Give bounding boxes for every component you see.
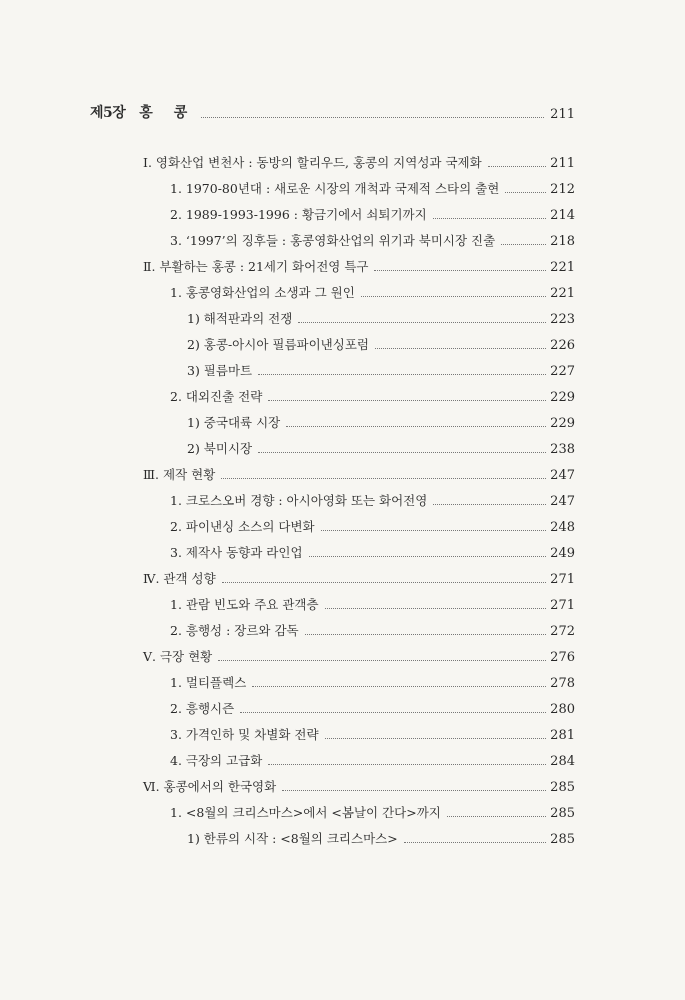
toc-entry[interactable] [170, 671, 575, 691]
dot-leader [501, 244, 546, 245]
toc-entry-page: 281 [550, 728, 575, 743]
dot-leader [488, 166, 546, 167]
toc-entry[interactable] [170, 177, 575, 197]
toc-entry-page: 238 [550, 442, 575, 457]
toc-entry[interactable] [187, 437, 575, 457]
toc-entry[interactable] [170, 385, 575, 405]
toc-entry-page: 284 [550, 754, 575, 769]
toc-entry-page: 212 [550, 182, 575, 197]
toc-entry-label: 3. 가격인하 및 차별화 전략 [170, 727, 319, 742]
toc-entry-page: 285 [550, 832, 575, 847]
dot-leader [325, 608, 547, 609]
dot-leader [286, 426, 546, 427]
dot-leader [282, 790, 546, 791]
dot-leader [298, 322, 546, 323]
toc-entry-label: 2) 홍콩-아시아 필름파이낸싱포럼 [187, 337, 369, 352]
dot-leader [433, 504, 546, 505]
toc-entry-page: 285 [550, 780, 575, 795]
toc-entry-label: 3. ‘1997’의 징후들 : 홍콩영화산업의 위기과 북미시장 진출 [170, 233, 496, 248]
toc-entry[interactable] [170, 229, 575, 249]
dot-leader [268, 764, 546, 765]
toc-entry[interactable] [143, 775, 575, 795]
chapter-page-number: 211 [550, 107, 575, 122]
toc-entry-page: 271 [550, 598, 575, 613]
toc-entry-label: 2. 흥행시즌 [170, 701, 235, 716]
dot-leader [258, 374, 546, 375]
toc-entry[interactable] [187, 359, 575, 379]
toc-entry-page: 272 [550, 624, 575, 639]
toc-entry[interactable] [170, 619, 575, 639]
toc-entry-page: 285 [550, 806, 575, 821]
dot-leader [361, 296, 546, 297]
toc-entry-label: 3) 필름마트 [187, 363, 253, 378]
dot-leader [201, 117, 544, 118]
dot-leader [325, 738, 547, 739]
toc-entry-label: 2) 북미시장 [187, 441, 253, 456]
toc-entry-page: 229 [550, 416, 575, 431]
toc-entry[interactable] [143, 255, 575, 275]
toc-entry-label: Ⅴ. 극장 현황 [143, 649, 213, 664]
toc-entry[interactable] [143, 151, 575, 171]
dot-leader [218, 660, 546, 661]
toc-entry[interactable] [170, 801, 575, 821]
toc-entry-page: 227 [550, 364, 575, 379]
toc-entry[interactable] [170, 489, 575, 509]
toc-entry[interactable] [187, 827, 575, 847]
toc-entry[interactable] [143, 645, 575, 665]
dot-leader [258, 452, 546, 453]
toc-entry-page: 249 [550, 546, 575, 561]
toc-entry-page: 280 [550, 702, 575, 717]
dot-leader [221, 478, 546, 479]
dot-leader [404, 842, 546, 843]
dot-leader [252, 686, 546, 687]
toc-entry-label: 3. 제작사 동향과 라인업 [170, 545, 303, 560]
toc-entry-label: 1) 한류의 시작 : <8월의 크리스마스> [187, 831, 398, 846]
dot-leader [222, 582, 546, 583]
chapter-number: 제5장 [90, 105, 126, 121]
toc-entry-page: 247 [550, 468, 575, 483]
dot-leader [240, 712, 546, 713]
toc-entry[interactable] [170, 697, 575, 717]
toc-entry-label: Ⅱ. 부활하는 홍콩 : 21세기 화어전영 특구 [143, 259, 369, 274]
dot-leader [374, 270, 546, 271]
dot-leader [305, 634, 547, 635]
toc-entry-label: Ⅵ. 홍콩에서의 한국영화 [143, 779, 277, 794]
toc-entry-page: 223 [550, 312, 575, 327]
toc-entry[interactable] [170, 515, 575, 535]
dot-leader [433, 218, 547, 219]
toc-entry-page: 221 [550, 286, 575, 301]
toc-entry-page: 248 [550, 520, 575, 535]
toc-entry[interactable] [170, 203, 575, 223]
toc-entry-page: 229 [550, 390, 575, 405]
toc-entry-label: 2. 파이낸싱 소스의 다변화 [170, 519, 315, 534]
toc-entry[interactable] [170, 281, 575, 301]
toc-entry-label: 1. 홍콩영화산업의 소생과 그 원인 [170, 285, 355, 300]
toc-entry[interactable] [143, 567, 575, 587]
dot-leader [309, 556, 547, 557]
toc-entry-label: 2. 흥행성 : 장르와 감독 [170, 623, 299, 638]
chapter-heading [90, 100, 575, 122]
toc-entry-label: 1. 관람 빈도와 주요 관객층 [170, 597, 319, 612]
dot-leader [321, 530, 547, 531]
toc-entry[interactable] [143, 463, 575, 483]
toc-entry-label: 1. <8월의 크리스마스>에서 <봄날이 간다>까지 [170, 805, 441, 820]
toc-entry[interactable] [170, 723, 575, 743]
toc-entry[interactable] [170, 593, 575, 613]
toc-entry[interactable] [170, 749, 575, 769]
toc-entry-page: 278 [550, 676, 575, 691]
toc-entry-page: 218 [550, 234, 575, 249]
dot-leader [268, 400, 546, 401]
toc-entry-label: 1) 중국대륙 시장 [187, 415, 281, 430]
toc-entry-label: 1. 1970-80년대 : 새로운 시장의 개척과 국제적 스타의 출현 [170, 181, 500, 196]
toc-entry-page: 226 [550, 338, 575, 353]
toc-entry-label: 2. 대외진출 전략 [170, 389, 263, 404]
toc-entry-page: 276 [550, 650, 575, 665]
toc-entry-page: 221 [550, 260, 575, 275]
toc-entry-label: 2. 1989-1993-1996 : 황금기에서 쇠퇴기까지 [170, 207, 427, 222]
toc-entry[interactable] [187, 411, 575, 431]
toc-entry-page: 271 [550, 572, 575, 587]
toc-entry[interactable] [187, 333, 575, 353]
dot-leader [375, 348, 546, 349]
toc-entry-page: 211 [550, 156, 575, 171]
toc-entry-label: Ⅲ. 제작 현황 [143, 467, 216, 482]
toc-entry-label: 4. 극장의 고급화 [170, 753, 263, 768]
chapter-title: 홍 콩 [139, 105, 196, 121]
toc-entry-label: 1) 해적판과의 전쟁 [187, 311, 293, 326]
toc-entry-label: Ⅰ. 영화산업 변천사 : 동방의 할리우드, 홍콩의 지역성과 국제화 [143, 155, 482, 170]
toc-entry-page: 247 [550, 494, 575, 509]
dot-leader [447, 816, 546, 817]
toc-entry[interactable] [170, 541, 575, 561]
toc-entry-label: 1. 멀티플렉스 [170, 675, 247, 690]
toc-entry-label: 1. 크로스오버 경향 : 아시아영화 또는 화어전영 [170, 493, 428, 508]
toc-entry-label: Ⅳ. 관객 성향 [143, 571, 216, 586]
dot-leader [505, 192, 546, 193]
toc-entry-page: 214 [550, 208, 575, 223]
toc-entry[interactable] [187, 307, 575, 327]
